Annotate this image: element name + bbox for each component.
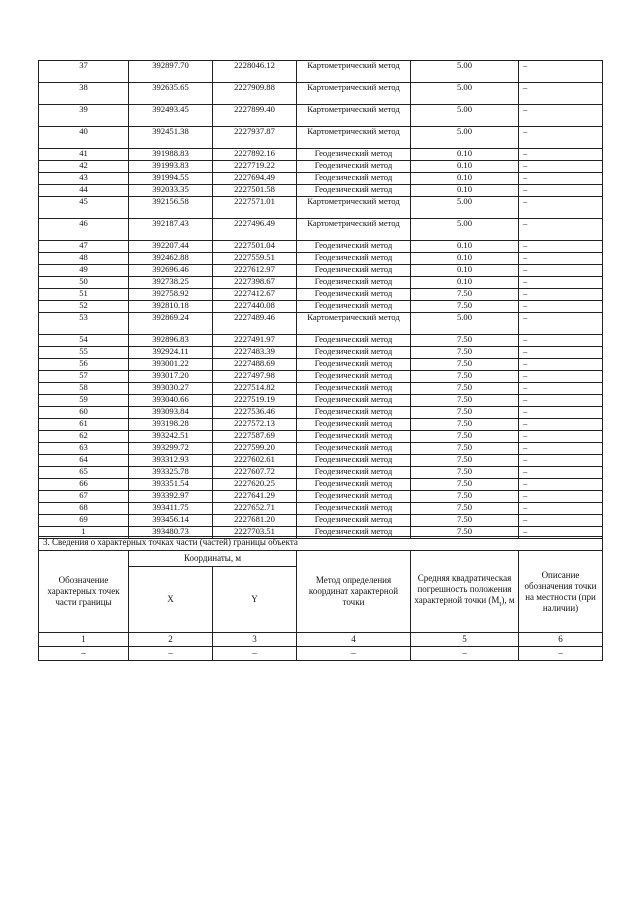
method-cell: Геодезический метод [297,455,411,467]
point-number-cell: 53 [39,313,129,335]
point-number-cell: 60 [39,407,129,419]
coord-x-cell: 392635.65 [129,83,213,105]
method-cell: Картометрический метод [297,313,411,335]
coord-y-cell: 2227501.58 [213,185,297,197]
coord-y-cell: 2227398.67 [213,277,297,289]
header-designation: Обозначение характерных точек части границы [39,551,129,633]
table-row [39,289,603,301]
table-row [39,253,603,265]
error-cell: 7.50 [411,383,519,395]
description-cell: – [519,515,603,527]
coord-y-cell: 2227572.13 [213,419,297,431]
table-row [39,443,603,455]
coord-x-cell: 391994.55 [129,173,213,185]
header-y: Y [213,567,297,633]
coord-y-cell: 2227514.82 [213,383,297,395]
description-cell: – [519,241,603,253]
coord-x-cell: 392451.38 [129,127,213,149]
point-number-cell: 68 [39,503,129,515]
error-cell: 7.50 [411,431,519,443]
method-cell: Геодезический метод [297,253,411,265]
coord-y-cell: 2227612.97 [213,265,297,277]
coord-x-cell: 392897.70 [129,61,213,83]
description-cell: – [519,335,603,347]
method-cell: Картометрический метод [297,197,411,219]
coord-x-cell: 393242.51 [129,431,213,443]
coord-y-cell: 2227497.98 [213,371,297,383]
description-cell: – [519,173,603,185]
coord-y-cell: 2227491.97 [213,335,297,347]
point-number-cell: 62 [39,431,129,443]
coord-y-cell: 2227483.39 [213,347,297,359]
method-cell: Геодезический метод [297,347,411,359]
error-cell: 7.50 [411,527,519,539]
coord-x-cell: 393198.28 [129,419,213,431]
point-number-cell: 63 [39,443,129,455]
empty-cell: – [411,647,519,661]
coord-y-cell: 2227909.88 [213,83,297,105]
coord-x-cell: 393001.22 [129,359,213,371]
point-number-cell: 64 [39,455,129,467]
method-cell: Геодезический метод [297,185,411,197]
point-number-cell: 67 [39,491,129,503]
error-cell: 7.50 [411,301,519,313]
description-cell: – [519,253,603,265]
error-cell: 5.00 [411,61,519,83]
coord-y-cell: 2227496.49 [213,219,297,241]
point-number-cell: 45 [39,197,129,219]
description-cell: – [519,185,603,197]
table-row [39,395,603,407]
description-cell: – [519,161,603,173]
coord-y-cell: 2227652.71 [213,503,297,515]
description-cell: – [519,83,603,105]
point-number-cell: 38 [39,83,129,105]
coord-y-cell: 2227681.20 [213,515,297,527]
point-number-cell: 50 [39,277,129,289]
point-number-cell: 56 [39,359,129,371]
coord-x-cell: 392493.45 [129,105,213,127]
table-row [39,241,603,253]
coord-y-cell: 2227519.19 [213,395,297,407]
method-cell: Геодезический метод [297,371,411,383]
colnum-4: 4 [297,633,411,647]
coord-y-cell: 2227536.46 [213,407,297,419]
description-cell: – [519,479,603,491]
description-cell: – [519,491,603,503]
description-cell: – [519,105,603,127]
coord-x-cell: 393312.93 [129,455,213,467]
description-cell: – [519,347,603,359]
coord-y-cell: 2228046.12 [213,61,297,83]
point-number-cell: 39 [39,105,129,127]
method-cell: Геодезический метод [297,161,411,173]
coord-x-cell: 391988.83 [129,149,213,161]
coord-x-cell: 393299.72 [129,443,213,455]
description-cell: – [519,407,603,419]
point-number-cell: 58 [39,383,129,395]
coord-y-cell: 2227602.61 [213,455,297,467]
description-cell: – [519,443,603,455]
error-cell: 7.50 [411,289,519,301]
point-number-cell: 37 [39,61,129,83]
method-cell: Картометрический метод [297,127,411,149]
table-row [39,301,603,313]
table-row [39,419,603,431]
table-row [39,347,603,359]
error-cell: 0.10 [411,265,519,277]
method-cell: Геодезический метод [297,241,411,253]
colnum-3: 3 [213,633,297,647]
method-cell: Геодезический метод [297,277,411,289]
coord-x-cell: 392738.25 [129,277,213,289]
error-cell: 5.00 [411,83,519,105]
error-cell: 7.50 [411,479,519,491]
coord-x-cell: 392462.88 [129,253,213,265]
description-cell: – [519,527,603,539]
error-cell: 7.50 [411,359,519,371]
error-cell: 5.00 [411,105,519,127]
description-cell: – [519,395,603,407]
method-cell: Геодезический метод [297,419,411,431]
method-cell: Геодезический метод [297,149,411,161]
header-method: Метод определения координат характерной точки [297,551,411,633]
table-row [39,431,603,443]
header-description: Описание обозначения точки на местности (при наличии) [519,551,603,633]
method-cell: Геодезический метод [297,407,411,419]
method-cell: Геодезический метод [297,467,411,479]
table-row [39,185,603,197]
point-number-cell: 57 [39,371,129,383]
method-cell: Геодезический метод [297,515,411,527]
description-cell: – [519,61,603,83]
coord-y-cell: 2227571.01 [213,197,297,219]
point-number-cell: 49 [39,265,129,277]
table-row [39,277,603,289]
coord-y-cell: 2227899.40 [213,105,297,127]
description-cell: – [519,431,603,443]
description-cell: – [519,455,603,467]
point-number-cell: 59 [39,395,129,407]
point-number-cell: 69 [39,515,129,527]
empty-cell: – [213,647,297,661]
coord-x-cell: 392896.83 [129,335,213,347]
colnum-6: 6 [519,633,603,647]
coord-x-cell: 393040.66 [129,395,213,407]
coord-y-cell: 2227937.87 [213,127,297,149]
table-row [39,313,603,335]
method-cell: Геодезический метод [297,335,411,347]
error-cell: 5.00 [411,313,519,335]
coord-y-cell: 2227559.51 [213,253,297,265]
point-number-cell: 48 [39,253,129,265]
coord-x-cell: 393017.20 [129,371,213,383]
points-table [38,60,603,539]
coord-y-cell: 2227607.72 [213,467,297,479]
coord-x-cell: 393411.75 [129,503,213,515]
colnum-2: 2 [129,633,213,647]
method-cell: Геодезический метод [297,479,411,491]
error-cell: 7.50 [411,491,519,503]
error-cell: 5.00 [411,197,519,219]
coord-x-cell: 393351.54 [129,479,213,491]
coord-y-cell: 2227501.04 [213,241,297,253]
table-row [39,105,603,127]
coord-x-cell: 393093.84 [129,407,213,419]
table-row [39,455,603,467]
colnum-1: 1 [39,633,129,647]
error-cell: 7.50 [411,455,519,467]
method-cell: Геодезический метод [297,289,411,301]
error-cell: 0.10 [411,241,519,253]
method-cell: Геодезический метод [297,265,411,277]
description-cell: – [519,265,603,277]
coord-x-cell: 393325.78 [129,467,213,479]
coord-x-cell: 393030.27 [129,383,213,395]
table-row [39,407,603,419]
error-cell: 7.50 [411,503,519,515]
coord-y-cell: 2227599.20 [213,443,297,455]
coord-y-cell: 2227641.29 [213,491,297,503]
empty-cell: – [39,647,129,661]
description-cell: – [519,371,603,383]
coord-x-cell: 392869.24 [129,313,213,335]
table-row [39,371,603,383]
error-cell: 7.50 [411,407,519,419]
description-cell: – [519,301,603,313]
coord-x-cell: 392696.46 [129,265,213,277]
table-row [39,127,603,149]
coord-y-cell: 2227694.49 [213,173,297,185]
method-cell: Геодезический метод [297,527,411,539]
coord-y-cell: 2227587.69 [213,431,297,443]
error-cell: 7.50 [411,371,519,383]
table-row [39,335,603,347]
error-cell: 5.00 [411,127,519,149]
table-row [39,219,603,241]
point-number-cell: 55 [39,347,129,359]
error-cell: 5.00 [411,219,519,241]
description-cell: – [519,467,603,479]
description-cell: – [519,503,603,515]
table-row [39,161,603,173]
table-row [39,173,603,185]
error-cell: 0.10 [411,253,519,265]
coord-x-cell: 393456.14 [129,515,213,527]
coord-x-cell: 393392.97 [129,491,213,503]
error-cell: 7.50 [411,443,519,455]
header-error: Средняя квадратическая погрешность положения характерной точки $(M_t)$, м [411,551,519,633]
method-cell: Картометрический метод [297,219,411,241]
point-number-cell: 41 [39,149,129,161]
error-cell: 0.10 [411,277,519,289]
coord-y-cell: 2227488.69 [213,359,297,371]
method-cell: Геодезический метод [297,173,411,185]
method-cell: Картометрический метод [297,83,411,105]
description-cell: – [519,419,603,431]
description-cell: – [519,127,603,149]
section3-title: 3. Сведения о характерных точках части (частей) границы объекта [39,537,603,551]
coord-x-cell: 392156.58 [129,197,213,219]
coord-y-cell: 2227719.22 [213,161,297,173]
table-row [39,265,603,277]
table-row [39,61,603,83]
points-table-body [39,61,603,539]
colnum-5: 5 [411,633,519,647]
empty-cell: – [519,647,603,661]
empty-cell: – [129,647,213,661]
method-cell: Геодезический метод [297,491,411,503]
empty-cell: – [297,647,411,661]
coord-y-cell: 2227412.67 [213,289,297,301]
error-cell: 0.10 [411,173,519,185]
empty-data-row [39,647,603,661]
point-number-cell: 1 [39,527,129,539]
description-cell: – [519,277,603,289]
table-row [39,383,603,395]
error-cell: 7.50 [411,419,519,431]
coord-x-cell: 391993.83 [129,161,213,173]
point-number-cell: 54 [39,335,129,347]
coord-x-cell: 392924.11 [129,347,213,359]
description-cell: – [519,289,603,301]
table-row [39,149,603,161]
coord-x-cell: 393480.73 [129,527,213,539]
point-number-cell: 51 [39,289,129,301]
table-row [39,197,603,219]
method-cell: Картометрический метод [297,61,411,83]
error-cell: 7.50 [411,395,519,407]
point-number-cell: 46 [39,219,129,241]
point-number-cell: 42 [39,161,129,173]
coord-x-cell: 392187.43 [129,219,213,241]
table-row [39,491,603,503]
description-cell: – [519,359,603,371]
table-row [39,479,603,491]
description-cell: – [519,383,603,395]
method-cell: Геодезический метод [297,443,411,455]
method-cell: Геодезический метод [297,301,411,313]
method-cell: Картометрический метод [297,105,411,127]
header-x: X [129,567,213,633]
point-number-cell: 44 [39,185,129,197]
header-coords: Координаты, м [129,551,297,567]
table-row [39,515,603,527]
table-row [39,503,603,515]
point-number-cell: 47 [39,241,129,253]
coord-x-cell: 392810.18 [129,301,213,313]
coord-y-cell: 2227703.51 [213,527,297,539]
error-cell: 7.50 [411,335,519,347]
coord-x-cell: 392758.92 [129,289,213,301]
table-row [39,467,603,479]
error-cell: 0.10 [411,185,519,197]
description-cell: – [519,313,603,335]
error-cell: 7.50 [411,467,519,479]
column-numbers-row [39,633,603,647]
coord-x-cell: 392207.44 [129,241,213,253]
section3-table [38,536,603,661]
point-number-cell: 43 [39,173,129,185]
method-cell: Геодезический метод [297,359,411,371]
description-cell: – [519,197,603,219]
coord-y-cell: 2227892.16 [213,149,297,161]
method-cell: Геодезический метод [297,503,411,515]
table-row [39,359,603,371]
description-cell: – [519,219,603,241]
point-number-cell: 61 [39,419,129,431]
point-number-cell: 65 [39,467,129,479]
error-cell: 7.50 [411,515,519,527]
point-number-cell: 52 [39,301,129,313]
point-number-cell: 66 [39,479,129,491]
coord-x-cell: 392033.35 [129,185,213,197]
error-cell: 0.10 [411,161,519,173]
error-cell: 0.10 [411,149,519,161]
method-cell: Геодезический метод [297,395,411,407]
coord-y-cell: 2227620.25 [213,479,297,491]
method-cell: Геодезический метод [297,383,411,395]
coord-y-cell: 2227440.08 [213,301,297,313]
method-cell: Геодезический метод [297,431,411,443]
coord-y-cell: 2227489.46 [213,313,297,335]
table-row [39,83,603,105]
error-cell: 7.50 [411,347,519,359]
description-cell: – [519,149,603,161]
point-number-cell: 40 [39,127,129,149]
